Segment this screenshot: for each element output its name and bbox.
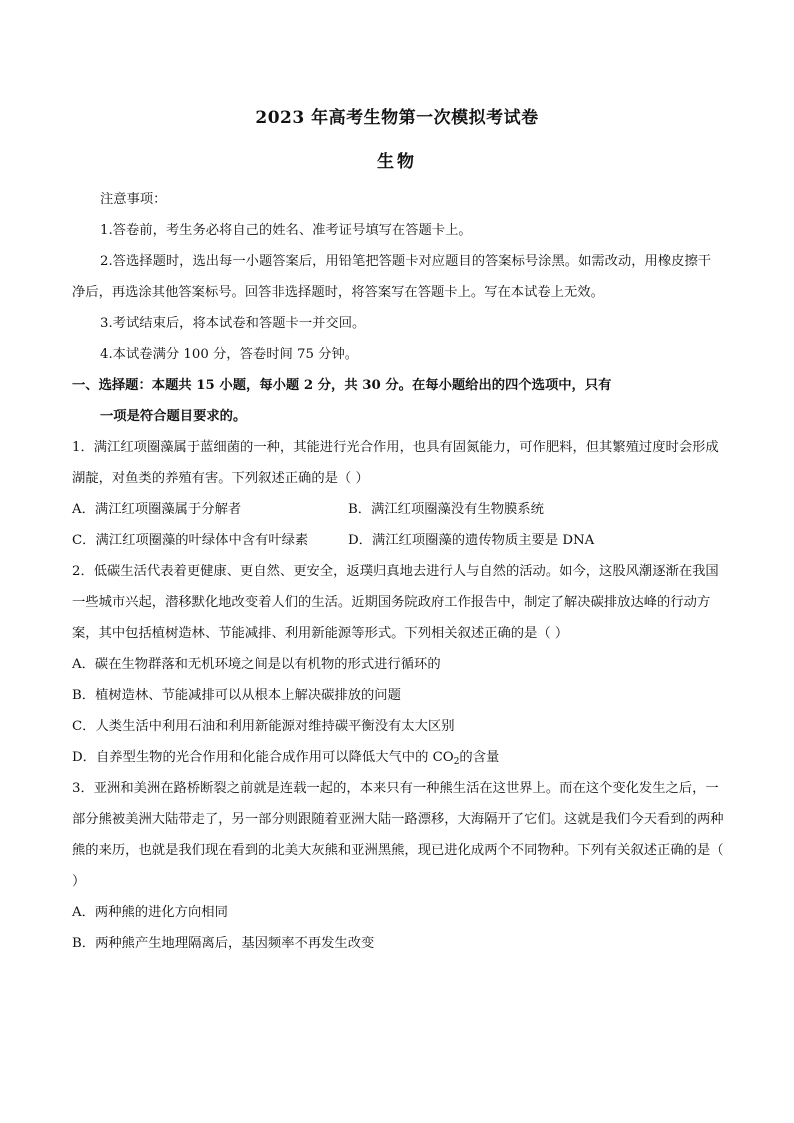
question-1: [72, 432, 724, 556]
question-1-option-d: D．满江红项圈藻的遗传物质主要是 DNA: [348, 533, 595, 548]
question-2-option-c: C．人类生活中利用石油和利用新能源对维持碳平衡没有太大区别: [72, 719, 455, 734]
question-1-option-a: A．满江红项圈藻属于分解者: [72, 502, 242, 517]
section-heading-line1: 一、选择题：本题共 15 小题，每小题 2 分，共 30 分。在每小题给出的四个选项中，只有: [72, 378, 612, 393]
question-2-option-d: [72, 742, 724, 773]
question-1-options-row-1: [72, 494, 724, 525]
question-2-option-d-suffix: 的含量: [459, 750, 500, 765]
question-1-options-row-2: [72, 525, 724, 556]
exam-subject: 生物: [377, 152, 417, 172]
question-3-stem: 3．亚洲和美洲在路桥断裂之前就是连载一起的，本来只有一种熊生活在这世界上。而在这个变化发生之后，一部分熊被美洲大陆带走了，另一部分则跟随着亚洲大陆一路漂移，大海隔开了它们。这就是我们今天看到的两种熊的来历，也就是我们现在看到的北美大灰熊和亚洲黑熊，现已进化成两个不同物种。下列有关叙述正确的是（ ）: [72, 781, 724, 889]
exam-title: 2023 年高考生物第一次模拟考试卷: [255, 108, 539, 128]
question-1-option-b: B．满江红项圈藻没有生物膜系统: [348, 502, 544, 517]
notice-item-1: 1.答卷前，考生务必将自己的姓名、准考证号填写在答题卡上。: [100, 223, 472, 238]
question-2: [72, 556, 724, 773]
section-heading-line2: 一项是符合题目要求的。: [100, 409, 247, 424]
section-heading-choice: [72, 370, 724, 432]
question-2-stem: 2．低碳生活代表着更健康、更自然、更安全，返璞归真地去进行人与自然的活动。如今，这股风潮逐渐在我国一些城市兴起，潜移默化地改变着人们的生活。近期国务院政府工作报告中，制定了解决碳排放达峰的行动方案，其中包括植树造林、节能减排、利用新能源等形式。下列相关叙述正确的是（ ）: [72, 564, 719, 641]
question-2-option-b: B．植树造林、节能减排可以从根本上解决碳排放的问题: [72, 688, 401, 703]
notice-item-3: 3.考试结束后，将本试卷和答题卡一并交回。: [100, 316, 366, 331]
question-1-stem: 1．满江红项圈藻属于蓝细菌的一种，其能进行光合作用，也具有固氮能力，可作肥料，但其繁殖过度时会形成湖靛，对鱼类的养殖有害。下列叙述正确的是（ ）: [72, 440, 719, 486]
question-2-option-a: A．碳在生物群落和无机环境之间是以有机物的形式进行循环的: [72, 657, 441, 672]
question-3: [72, 773, 724, 959]
question-3-option-b: B．两种熊产生地理隔离后，基因频率不再发生改变: [72, 936, 375, 951]
notice-item-4: 4.本试卷满分 100 分，答卷时间 75 分钟。: [100, 347, 359, 362]
question-2-option-d-text: D．自养型生物的光合作用和化能合成作用可以降低大气中的 CO: [72, 750, 454, 765]
co2-subscript: 2: [453, 757, 460, 767]
question-1-option-c: C．满江红项圈藻的叶绿体中含有叶绿素: [72, 533, 309, 548]
question-3-option-a: A．两种熊的进化方向相同: [72, 905, 228, 920]
notice-heading: 注意事项：: [100, 192, 167, 207]
exam-content: [72, 184, 724, 959]
notice-item-2: 2.答选择题时，选出每一小题答案后，用铅笔把答题卡对应题目的答案标号涂黑。如需改动，用橡皮擦干净后，再选涂其他答案标号。回答非选择题时，将答案写在答题卡上。写在本试卷上无效。: [72, 254, 712, 300]
